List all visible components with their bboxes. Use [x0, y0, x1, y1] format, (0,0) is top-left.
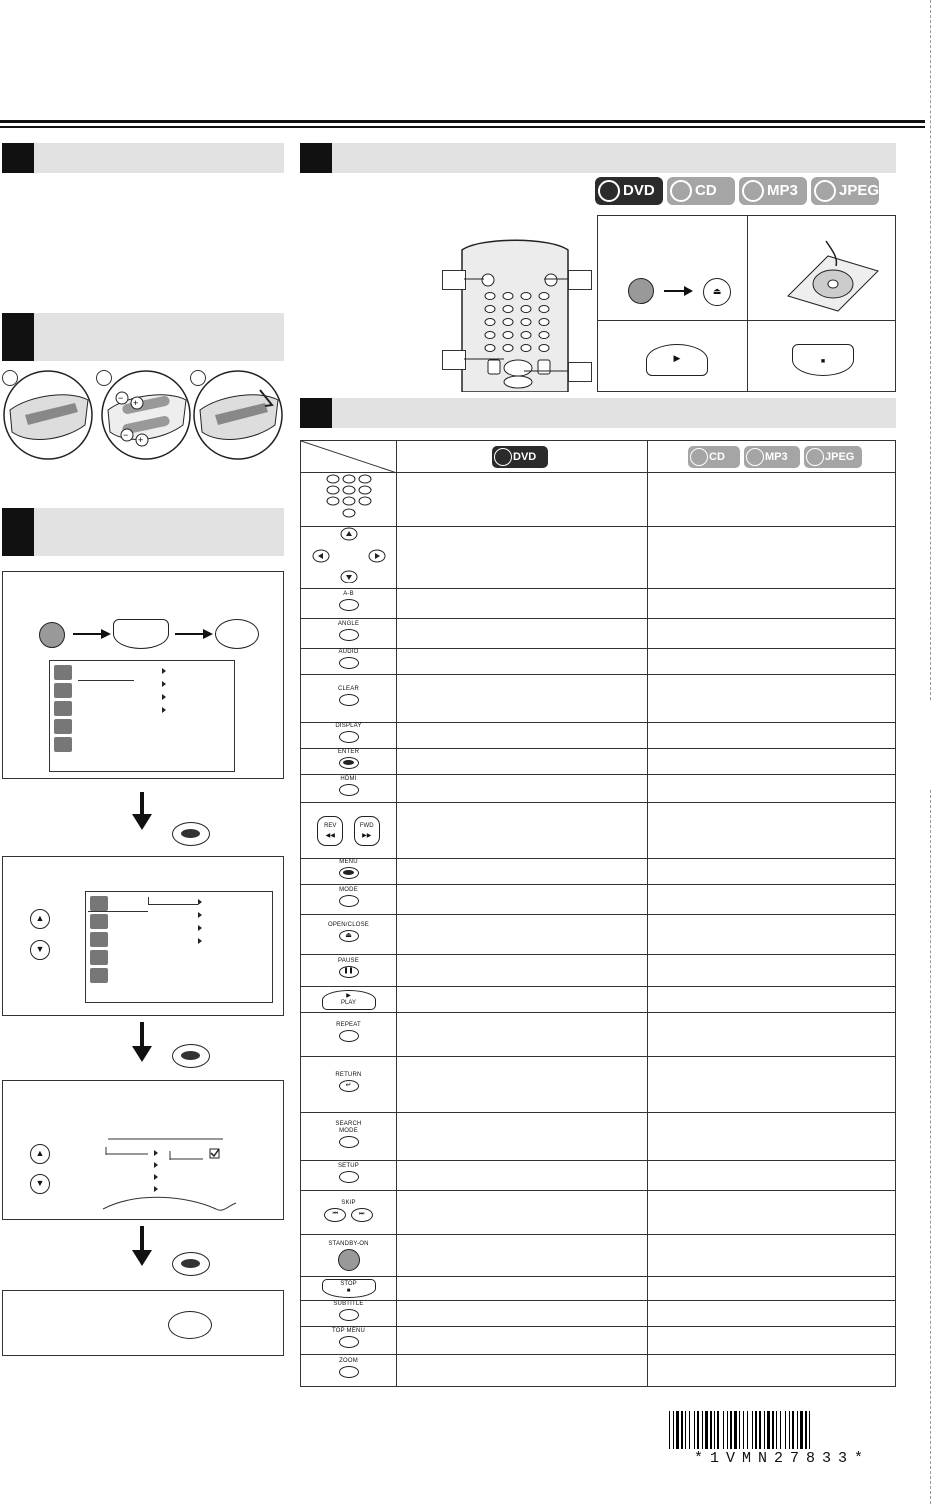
- table-row: [301, 1301, 896, 1327]
- dvd-column-header: [397, 441, 648, 473]
- jpeg-logo-small: JPEG: [804, 446, 862, 468]
- table-row: [301, 1057, 896, 1113]
- open-close-button-icon: OPEN/CLOSE ⏏: [301, 915, 397, 955]
- cd-logo: CD: [667, 177, 735, 205]
- section-bar-3: [2, 508, 284, 556]
- number-keys-icon: [301, 473, 397, 527]
- hdmi-button-icon: HDMI: [301, 775, 397, 803]
- barcode: [669, 1411, 895, 1449]
- svg-text:−: −: [123, 430, 129, 440]
- mode-button-icon: MODE: [301, 885, 397, 915]
- step-number-1: [2, 370, 18, 386]
- cd-logo-small: CD: [688, 446, 740, 468]
- arrow-right-icon: [73, 627, 113, 641]
- subtitle-button-icon: SUBTITLE: [301, 1301, 397, 1327]
- eject-icon: ⏏: [703, 278, 731, 306]
- setup-button-icon: [215, 619, 259, 649]
- mp3-logo: MP3: [739, 177, 807, 205]
- clear-button-icon: CLEAR: [301, 675, 397, 723]
- setup-button-icon: SETUP: [301, 1161, 397, 1191]
- svg-text:+: +: [133, 398, 139, 408]
- arrow-right-icon: [664, 284, 694, 298]
- cut-line-top: [930, 0, 931, 700]
- osd-display-icon: [54, 683, 72, 698]
- play-button-icon: ▶ PLAY: [301, 987, 397, 1013]
- remote-illustration: [440, 232, 600, 392]
- standby-button-icon: [39, 622, 65, 648]
- table-row: [301, 1327, 896, 1355]
- submenu-graphic: [98, 1131, 238, 1221]
- zoom-button-icon: ZOOM: [301, 1355, 397, 1387]
- table-row: [301, 649, 896, 675]
- header-rule-thick: [0, 120, 925, 123]
- setup-step-4-box: [2, 1290, 284, 1356]
- enter-button-icon: [172, 822, 210, 846]
- battery-steps-graphic: [0, 370, 290, 465]
- button-function-table: [300, 440, 896, 1387]
- step-number-2: [96, 370, 112, 386]
- down-arrow-icon: ▼: [30, 1174, 50, 1194]
- cursor-keys-icon: [301, 527, 397, 589]
- audio-button-icon: AUDIO: [301, 649, 397, 675]
- step-number-3: [190, 370, 206, 386]
- enter-button-icon: [172, 1252, 210, 1276]
- standby-button-icon: [628, 278, 654, 304]
- dvd-logo: DVD: [595, 177, 663, 205]
- table-row: [301, 1191, 896, 1235]
- standby-on-button-icon: STANDBY-ON: [301, 1235, 397, 1277]
- table-row: [301, 859, 896, 885]
- setup-menu-osd-2: [85, 891, 273, 1003]
- mp3-logo-small: MP3: [744, 446, 800, 468]
- table-row: [301, 723, 896, 749]
- jpeg-logo: JPEG: [811, 177, 879, 205]
- battery-illustrations: [0, 370, 290, 465]
- fwd-label: FWD: [359, 822, 374, 829]
- table-row: [301, 749, 896, 775]
- down-arrow-1: [132, 814, 152, 830]
- section-bar-playback: [300, 143, 896, 173]
- table-row: [301, 619, 896, 649]
- disc-tray-graphic: [778, 236, 888, 316]
- display-button-icon: DISPLAY: [301, 723, 397, 749]
- table-row: [301, 1355, 896, 1387]
- table-row: [301, 915, 896, 955]
- stop-button-icon: ■: [792, 344, 854, 376]
- table-header-row: [301, 441, 896, 473]
- header-diagonal-cell: [301, 441, 397, 473]
- angle-button-icon: ANGLE: [301, 619, 397, 649]
- osd-audio-icon: [54, 719, 72, 734]
- pause-button-icon: PAUSE ❚❚: [301, 955, 397, 987]
- setup-menu-osd: [49, 660, 235, 772]
- callout-box: [568, 362, 592, 382]
- section-bar-1: [2, 143, 284, 173]
- enter-button-icon: [172, 1044, 210, 1068]
- table-row: [301, 885, 896, 915]
- callout-box: [442, 350, 466, 370]
- cd-mp3-jpeg-column-header: [648, 441, 896, 473]
- setup-step-1-box: [2, 571, 284, 779]
- callout-box: [442, 270, 466, 290]
- rev-fwd-buttons-icon: REV ◀◀ FWD ▶▶: [301, 803, 397, 859]
- arrow-right-icon: [175, 627, 215, 641]
- table-row: [301, 1235, 896, 1277]
- section-bar-buttons: [300, 398, 896, 428]
- dvd-logo-small: DVD: [492, 446, 548, 468]
- table-row: [301, 775, 896, 803]
- osd-settings-icon: [54, 737, 72, 752]
- callout-box: [568, 270, 592, 290]
- top-menu-button-icon: TOP MENU: [301, 1327, 397, 1355]
- play-button-icon: ▶: [646, 344, 708, 376]
- stop-button-icon: [113, 619, 169, 649]
- osd-video-icon: [54, 701, 72, 716]
- table-row: [301, 803, 896, 859]
- playback-steps-grid: [597, 215, 896, 392]
- table-row: [301, 955, 896, 987]
- barcode-text: *1VMN27833*: [693, 1450, 871, 1467]
- section-bar-2: [2, 313, 284, 361]
- repeat-button-icon: REPEAT: [301, 1013, 397, 1057]
- stop-button-icon: STOP ■: [301, 1277, 397, 1301]
- setup-button-icon: [168, 1311, 212, 1339]
- up-arrow-icon: ▲: [30, 909, 50, 929]
- table-row: [301, 987, 896, 1013]
- table-row: [301, 473, 896, 527]
- enter-button-icon: ENTER: [301, 749, 397, 775]
- a-b-button-icon: A-B: [301, 589, 397, 619]
- down-arrow-3: [132, 1250, 152, 1266]
- table-row: [301, 1277, 896, 1301]
- table-row: [301, 675, 896, 723]
- table-row: [301, 589, 896, 619]
- down-arrow-2: [132, 1046, 152, 1062]
- menu-button-icon: MENU: [301, 859, 397, 885]
- svg-text:+: +: [138, 435, 144, 445]
- search-mode-button-icon: SEARCH MODE: [301, 1113, 397, 1161]
- setup-step-3-box: [2, 1080, 284, 1220]
- table-row: [301, 527, 896, 589]
- setup-step-2-box: [2, 856, 284, 1016]
- svg-text:−: −: [118, 393, 124, 403]
- rev-label: REV: [324, 822, 337, 829]
- osd-language-icon: [54, 665, 72, 680]
- down-arrow-icon: ▼: [30, 940, 50, 960]
- skip-buttons-icon: SKIP ⏮ ⏭: [301, 1191, 397, 1235]
- return-button-icon: RETURN ↵: [301, 1057, 397, 1113]
- cut-line-bottom: [930, 790, 931, 1504]
- table-row: [301, 1113, 896, 1161]
- up-arrow-icon: ▲: [30, 1144, 50, 1164]
- table-row: [301, 1013, 896, 1057]
- header-rule-thin: [0, 126, 925, 128]
- table-row: [301, 1161, 896, 1191]
